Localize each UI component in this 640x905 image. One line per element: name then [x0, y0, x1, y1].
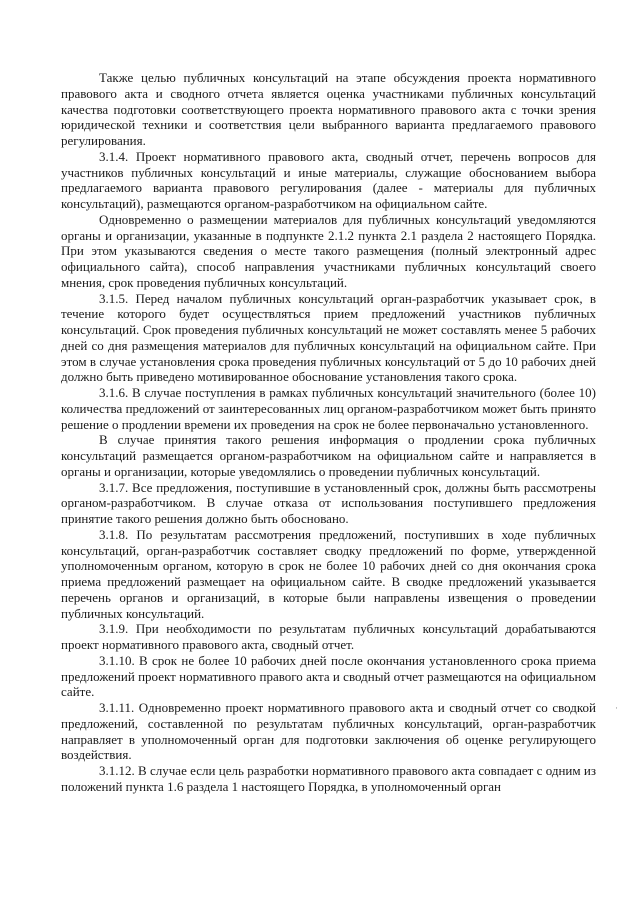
- paragraph-3-1-9: 3.1.9. При необходимости по результатам публичных консультаций дорабатываются проект нормативного правового акта, сводный отчет.: [61, 621, 596, 652]
- document-body: [61, 70, 596, 795]
- scan-margin-mark: ·: [615, 703, 618, 713]
- paragraph-extension-info: В случае принятия такого решения информация о продлении срока публичных консультаций размещается органом-разработчиком на официальном сайте и направляется в органы и организации, которые уведомлялись о проведении публичных консультаций.: [61, 432, 596, 479]
- paragraph-3-1-8: 3.1.8. По результатам рассмотрения предложений, поступивших в ходе публичных консультаций, орган-разработчик составляет сводку предложений по форме, утвержденной уполномоченным органом, которую в срок не более 10 рабочих дней со дня окончания срока приема предложений размещает на официальном сайте. В сводке предложений указывается перечень органов и организаций, в которые были направлены извещения о проведении публичных консультаций.: [61, 526, 596, 621]
- paragraph-3-1-4: 3.1.4. Проект нормативного правового акта, сводный отчет, перечень вопросов для участников публичных консультаций и иные материалы, служащие обоснованием выбора предлагаемого варианта правового регулирования (далее - материалы для публичных консультаций), размещаются органом-разработчиком на официальном сайте.: [61, 148, 596, 211]
- paragraph-notification: Одновременно о размещении материалов для публичных консультаций уведомляются органы и организации, указанные в подпункте 2.1.2 пункта 2.1 раздела 2 настоящего Порядка. При этом указываются сведения о месте такого размещения (полный электронный адрес официального сайта), способ направления участниками публичных консультаций своего мнения, срок проведения публичных консультаций.: [61, 211, 596, 290]
- paragraph-3-1-11: 3.1.11. Одновременно проект нормативного правового акта и сводный отчет со сводкой предложений, составленной по результатам публичных консультаций, орган-разработчик направляет в уполномоченный орган для подготовки заключения об оценке регулирующего воздействия.: [61, 700, 596, 763]
- paragraph-3-1-7: 3.1.7. Все предложения, поступившие в установленный срок, должны быть рассмотрены органом-разработчиком. В случае отказа от использования поступившего предложения принятие такого решения должно быть обосновано.: [61, 479, 596, 526]
- paragraph-3-1-12: 3.1.12. В случае если цель разработки нормативного правового акта совпадает с одним из положений пункта 1.6 раздела 1 настоящего Порядка, в уполномоченный орган: [61, 763, 596, 794]
- paragraph-3-1-5: 3.1.5. Перед началом публичных консультаций орган-разработчик указывает срок, в течение которого будет осуществляться прием предложений участников публичных консультаций. Срок проведения публичных консультаций не может составлять менее 5 рабочих дней со дня размещения материалов для публичных консультаций на официальном сайте. При этом в случае установления срока проведения публичных консультаций от 5 до 10 рабочих дней должно быть приведено мотивированное обоснование установления такого срока.: [61, 290, 596, 385]
- paragraph-3-1-6: 3.1.6. В случае поступления в рамках публичных консультаций значительного (более 10) количества предложений от заинтересованных лиц органом-разработчиком может быть принято решение о продлении времени их проведения на срок не более первоначально установленного.: [61, 385, 596, 432]
- paragraph-3-1-10: 3.1.10. В срок не более 10 рабочих дней после окончания установленного срока приема предложений проект нормативного правого акта и сводный отчет размещаются на официальном сайте.: [61, 652, 596, 700]
- paragraph-consultation-purpose: Также целью публичных консультаций на этапе обсуждения проекта нормативного правового акта и сводного отчета является оценка участниками публичных консультаций качества подготовки соответствующего проекта нормативного правового акта с точки зрения юридической техники и соответствия цели выбранного варианта предлагаемого правового регулирования.: [61, 70, 596, 148]
